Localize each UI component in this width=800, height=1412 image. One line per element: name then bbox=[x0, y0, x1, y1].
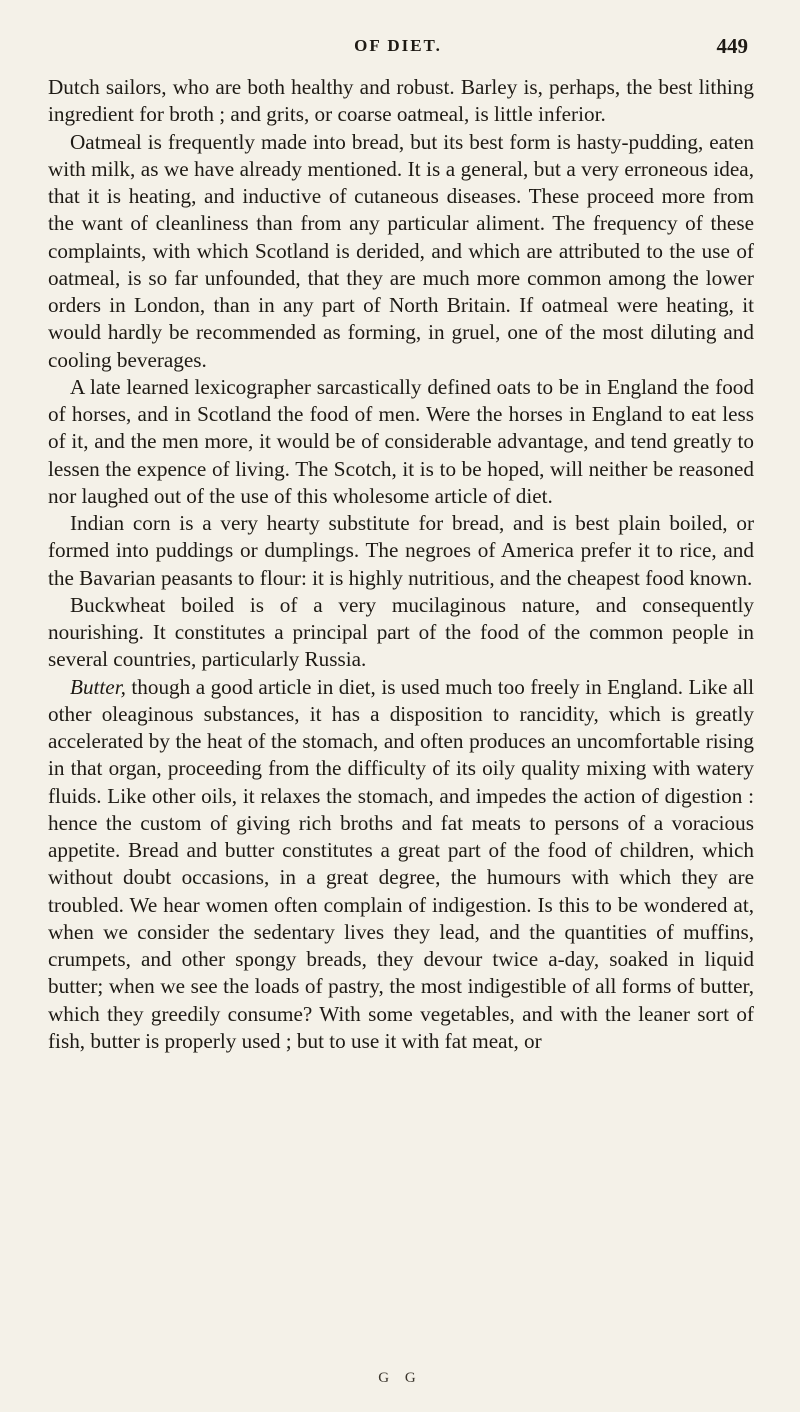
running-head bbox=[48, 36, 748, 66]
running-title: OF DIET. bbox=[354, 36, 442, 55]
paragraph-indian-corn: Indian corn is a very hearty substitute for bread, and is best plain boiled, or formed into puddings or dumplings. The negroes of America prefer it to rice, and the Bavarian peasants to flour: it is highly nutritious, and the cheapest food known. bbox=[48, 511, 754, 590]
paragraph-oatmeal: Oatmeal is frequently made into bread, but its best form is hasty-pudding, eaten with milk, as we have already mentioned. It is a general, but a very erroneous idea, that it is heating, and inductive of cutaneous diseases. These proceed more from the want of cleanliness than from any particular aliment. The frequency of these complaints, with which Scotland is derided, and which are attributed to the use of oatmeal, is so far unfounded, that they are much more common among the lower orders in London, than in any part of North Britain. If oatmeal were heating, it would hardly be recommended as forming, in gruel, one of the most diluting and cooling beverages. bbox=[48, 129, 754, 372]
body-text bbox=[48, 74, 754, 1055]
paragraph-lexicographer: A late learned lexicographer sarcastically defined oats to be in England the food of horses, and in Scotland the food of men. Were the horses in England to eat less of it, and the men more, it would be of considerable advantage, and tend greatly to lessen the expence of living. The Scotch, it is to be hoped, will neither be reasoned nor laughed out of the use of this wholesome article of diet. bbox=[48, 374, 754, 508]
paragraph-buckwheat: Buckwheat boiled is of a very mucilaginous nature, and consequently nourishing. It constitutes a principal part of the food of the common people in several countries, particularly Russia. bbox=[48, 592, 754, 672]
butter-lead-word: Butter, bbox=[70, 674, 126, 699]
paragraph-dutch-sailors: Dutch sailors, who are both healthy and robust. Barley is, perhaps, the best lithing ingredient for broth ; and grits, or coarse oatmeal, is little inferior. bbox=[48, 75, 754, 127]
signature-mark: G G bbox=[378, 1370, 422, 1386]
page-number: 449 bbox=[716, 34, 748, 58]
paragraph-butter bbox=[48, 674, 754, 1056]
butter-paragraph-text: though a good article in diet, is used much too freely in England. Like all other oleaginous substances, it has a disposition to rancidity, which is greatly accelerated by the heat of the stomach, and often produces an uncomfortable rising in that organ, proceeding from the difficulty of its oily quality mixing with watery fluids. Like other oils, it relaxes the stomach, and impedes the action of digestion : hence the custom of giving rich broths and fat meats to persons of a voracious appetite. Bread and butter constitutes a great part of the food of children, which without doubt occasions, in a great degree, the humours with which they are troubled. We hear women often complain of indigestion. Is this to be wondered at, when we consider the sedentary lives they lead, and the quantities of muffins, crumpets, and other spongy breads, they devour twice a-day, soaked in liquid butter; when we see the loads of pastry, the most indigestible of all forms of butter, which they greedily consume? With some vegetables, and with the leaner sort of fish, butter is properly used ; but to use it with fat meat, or bbox=[48, 674, 754, 1053]
